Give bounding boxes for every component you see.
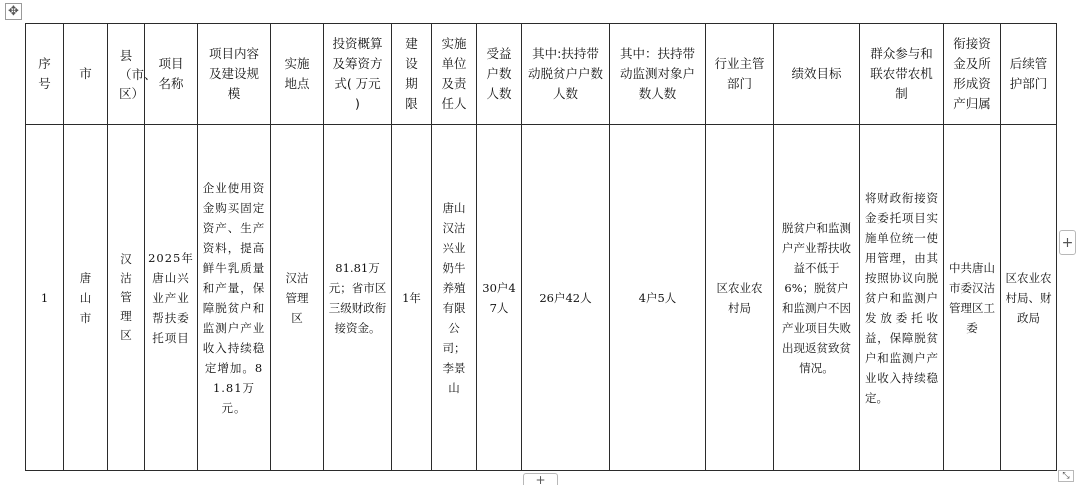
cell-maintenance: 区农业农村局、财政局	[1001, 125, 1057, 471]
cell-content: 企业使用资金购买固定资产、生产资料，提高鲜牛乳质量和产量，保障脱贫户和监测户产业收入持续稳定增加。81.81万元。	[198, 125, 271, 471]
cell-mechanism: 将财政衔接资金委托项目实施单位统一使用管理，由其按照协议向脱贫户和监测户发放委托收益，保障脱贫户和监测户产业收入持续稳定。	[860, 125, 944, 471]
table-move-handle-icon[interactable]: ✥	[5, 3, 22, 20]
cell-location: 汉沽管理区	[271, 125, 324, 471]
cell-seq: 1	[26, 125, 64, 471]
header-assets: 衔接资金及所形成资产归属	[944, 24, 1001, 125]
header-poor: 其中:扶持带动脱贫户户数人数	[522, 24, 610, 125]
cell-period: 1年	[392, 125, 432, 471]
header-row	[26, 24, 1057, 125]
cell-poor: 26户42人	[522, 125, 610, 471]
cell-unit: 唐山汉沽兴业奶牛养殖有限公司；李景山	[432, 125, 477, 471]
cell-investment: 81.81万元；省市区三级财政衔接资金。	[324, 125, 392, 471]
header-investment: 投资概算及筹资方式( 万元 )	[324, 24, 392, 125]
header-monitored: 其中：扶持带动监测对象户数人数	[610, 24, 706, 125]
cell-department: 区农业农村局	[706, 125, 774, 471]
header-performance: 绩效目标	[774, 24, 860, 125]
header-county: 县（市、区）	[108, 24, 145, 125]
cell-county: 汉沽管理区	[108, 125, 145, 471]
header-beneficiaries: 受益户数人数	[477, 24, 522, 125]
add-column-button[interactable]: +	[1059, 230, 1076, 255]
header-department: 行业主管部门	[706, 24, 774, 125]
cell-assets: 中共唐山市委汉沽管理区工委	[944, 125, 1001, 471]
table-row	[26, 125, 1057, 471]
header-location: 实施地点	[271, 24, 324, 125]
cell-beneficiaries: 30户47人	[477, 125, 522, 471]
table-resize-handle-icon[interactable]: ⤡	[1058, 470, 1074, 482]
add-row-button[interactable]: +	[523, 473, 558, 485]
cell-monitored: 4户5人	[610, 125, 706, 471]
header-period: 建设期限	[392, 24, 432, 125]
header-city: 市	[64, 24, 108, 125]
header-project-name: 项目名称	[145, 24, 198, 125]
cell-project-name: 2025年唐山兴业产业帮扶委托项目	[145, 125, 198, 471]
header-seq: 序号	[26, 24, 64, 125]
header-maintenance: 后续管护部门	[1001, 24, 1057, 125]
header-mechanism: 群众参与和联农带农机制	[860, 24, 944, 125]
cell-city: 唐山市	[64, 125, 108, 471]
header-content: 项目内容及建设规模	[198, 24, 271, 125]
project-table	[25, 23, 1057, 471]
cell-performance: 脱贫户和监测户产业帮扶收益不低于6%；脱贫户和监测户不因产业项目失败出现返贫致贫情况。	[774, 125, 860, 471]
header-unit: 实施单位及责任人	[432, 24, 477, 125]
